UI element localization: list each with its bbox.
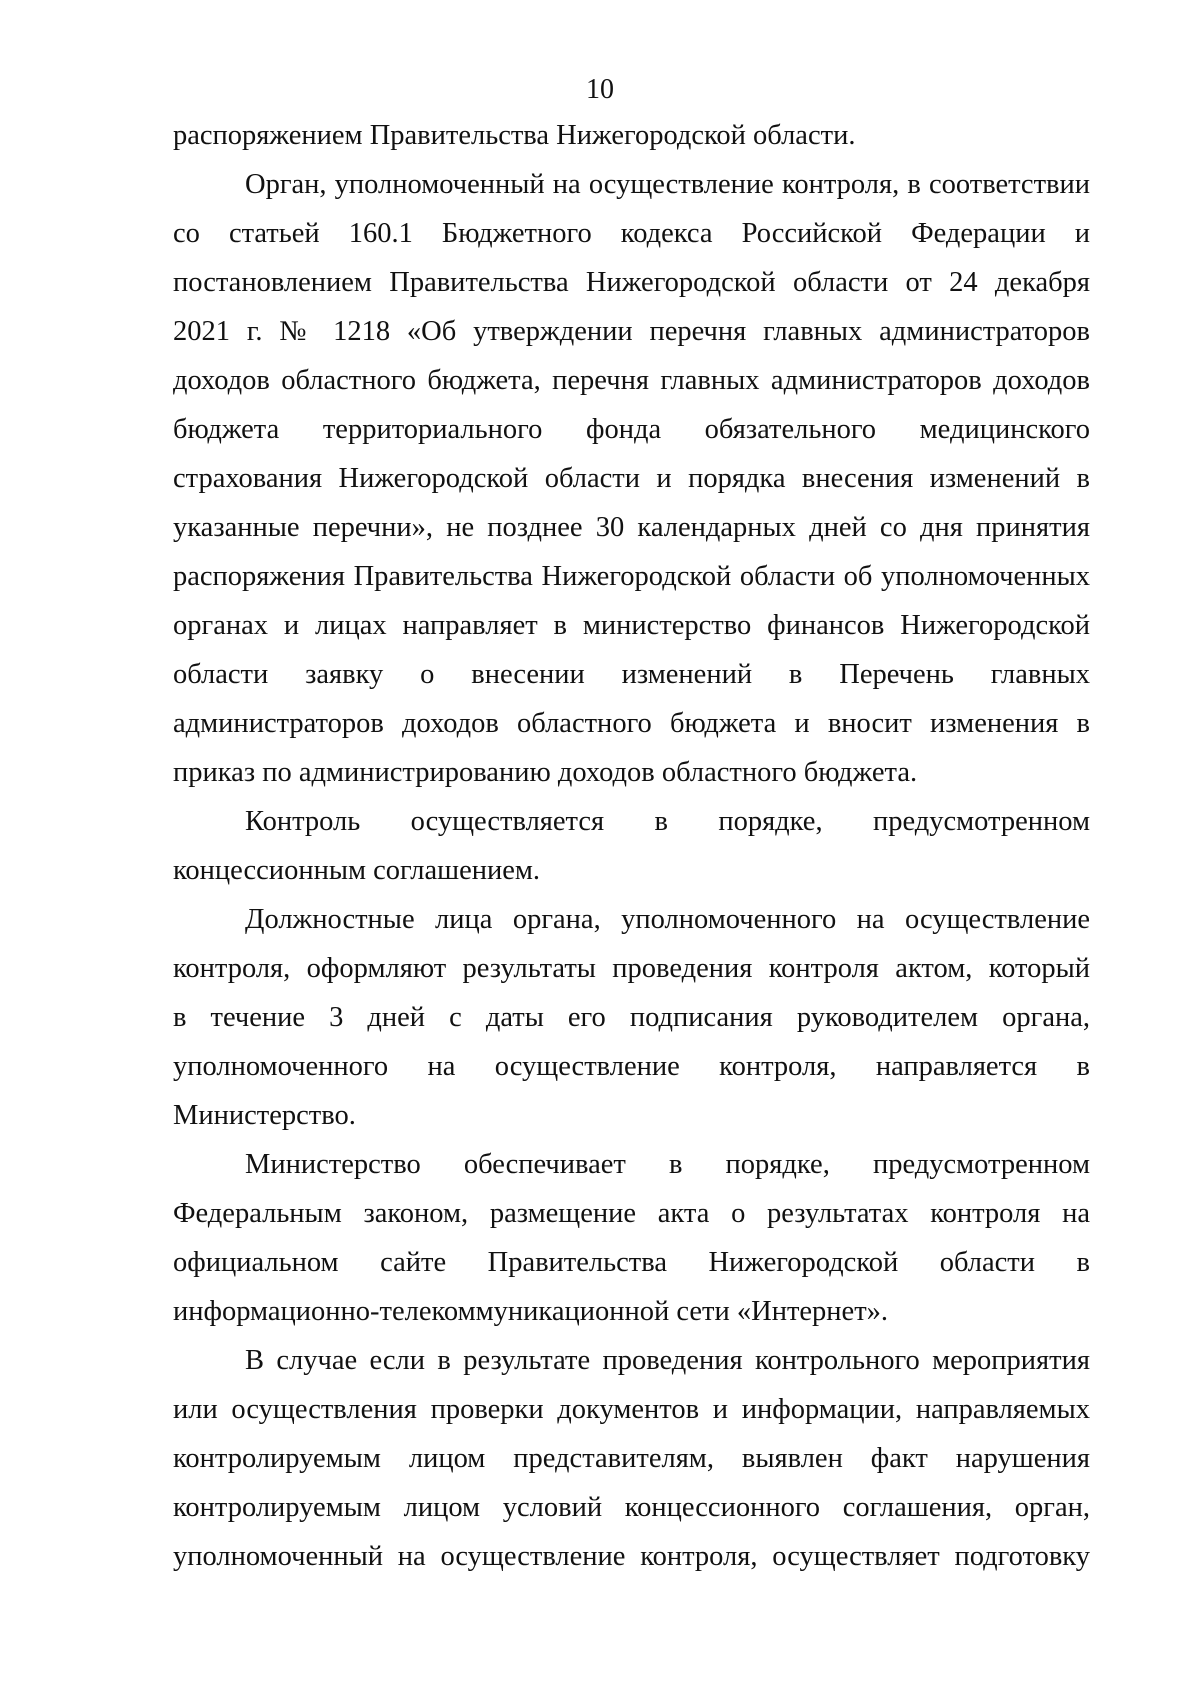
text-line: 2021 г. № 1218 «Об утверждении перечня главных администраторов [173,316,1090,347]
text-line: распоряжением Правительства Нижегородской области. [173,120,856,151]
text-line: со статьей 160.1 Бюджетного кодекса Российской Федерации и [173,218,1090,249]
document-body [173,111,1090,1581]
text-line: уполномоченный на осуществление контроля, осуществляет подготовку [173,1541,1090,1572]
text-line: Федеральным законом, размещение акта о результатах контроля на [173,1198,1090,1229]
text-line: концессионным соглашением. [173,855,541,886]
text-line: Министерство обеспечивает в порядке, предусмотренном [245,1149,1090,1180]
page-number: 10 [586,74,614,105]
text-line: указанные перечни», не позднее 30 календарных дней со дня принятия [173,512,1090,543]
paragraph [173,1336,1090,1581]
text-line: бюджета территориального фонда обязательного медицинского [173,414,1090,445]
text-line: информационно-телекоммуникационной сети «Интернет». [173,1296,889,1327]
text-line: уполномоченного на осуществление контроля, направляется в [173,1051,1090,1082]
text-line: администраторов доходов областного бюджета и вносит изменения в [173,708,1090,739]
paragraph [173,797,1090,895]
text-line: Орган, уполномоченный на осуществление контроля, в соответствии [245,169,1090,200]
text-line: контроля, оформляют результаты проведения контроля актом, который [173,953,1090,984]
text-line: распоряжения Правительства Нижегородской области об уполномоченных [173,561,1090,592]
text-line: или осуществления проверки документов и информации, направляемых [173,1394,1090,1425]
text-line: органах и лицах направляет в министерство финансов Нижегородской [173,610,1090,641]
text-line: контролируемым лицом представителям, выявлен факт нарушения [173,1443,1090,1474]
text-line: контролируемым лицом условий концессионного соглашения, орган, [173,1492,1090,1523]
text-line: Контроль осуществляется в порядке, предусмотренном [245,806,1090,837]
paragraph [173,895,1090,1140]
text-line: приказ по администрированию доходов областного бюджета. [173,757,918,788]
text-line: доходов областного бюджета, перечня главных администраторов доходов [173,365,1090,396]
text-line: официальном сайте Правительства Нижегородской области в [173,1247,1090,1278]
text-line: в течение 3 дней с даты его подписания руководителем органа, [173,1002,1090,1033]
text-line: Министерство. [173,1100,356,1131]
paragraph [173,160,1090,797]
paragraph [173,111,1090,160]
text-line: Должностные лица органа, уполномоченного на осуществление [245,904,1090,935]
text-line: страхования Нижегородской области и порядка внесения изменений в [173,463,1090,494]
text-line: постановлением Правительства Нижегородской области от 24 декабря [173,267,1090,298]
paragraph [173,1140,1090,1336]
text-line: В случае если в результате проведения контрольного мероприятия [245,1345,1090,1376]
text-line: области заявку о внесении изменений в Перечень главных [173,659,1090,690]
